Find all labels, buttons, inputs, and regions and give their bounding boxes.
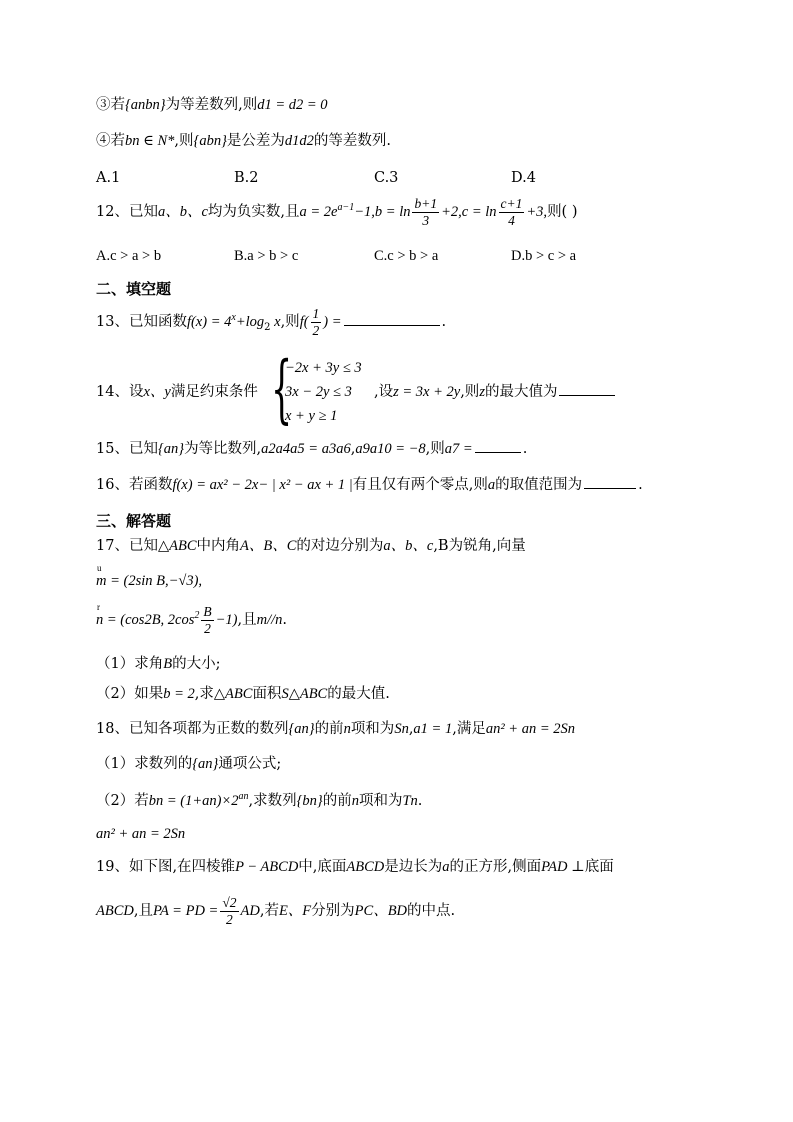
q12-c-fraction: $\frac{c+1}{4}$ (500, 196, 523, 228)
q18-part-2: （2）若bn = $(1+an)\times 2^{an}$,求数列{bn}的前n项和为Tn. (96, 791, 423, 809)
q13-half-fraction: $\frac{1}{2}$ (312, 306, 320, 338)
q12-b-fraction: $\frac{b+1}{3}$ (414, 196, 438, 228)
q18-stem: 18、已知各项都为正数的数列{an}的前n项和为Sn,a1 = 1,满足an² + an = 2Sn (96, 721, 575, 737)
q11-option-c: C.3 (374, 170, 399, 186)
answer-blank[interactable] (584, 487, 636, 489)
q17-half-b-fraction: $\frac{B}{2}$ (203, 604, 212, 636)
item-3: ③若{anbn}为等差数列,则d1 = d2 = 0 (96, 97, 328, 113)
q19-root2-fraction: $\frac{√2}{2}$ (222, 895, 237, 927)
q17-stem: 17、已知△ABC中内角A、B、C的对边分别为a、b、c,B为锐角,向量 (96, 538, 526, 554)
q18-relation: an² + an = 2Sn (96, 826, 186, 842)
q16: 16、若函数f(x) = ax² − 2x− | x² − ax + 1 |有且仅有两个零点,则a的取值范围为 . (96, 477, 643, 493)
q12-option-c: C.c > b > a (374, 248, 439, 264)
q11-option-d: D.4 (511, 170, 536, 186)
constraint-system: −2x + 3y ≤ 3 3x − 2y ≤ 3 x + y ≥ 1 (285, 360, 362, 424)
q15: 15、已知{an}为等比数列,a2a4a5 = a3a6,a9a10 = −8,则a7 = . (96, 441, 528, 457)
section-fill-in-heading: 二、填空题 (96, 280, 172, 298)
q17-part-2: （2）如果b = 2,求△ABC面积S△ABC的最大值. (96, 686, 390, 702)
q13: 13、已知函数$f(x) = 4^x+\log_2$ x,则f( $\frac{1}{2}$ ) = . (96, 306, 447, 338)
answer-blank[interactable] (559, 394, 615, 396)
q12-option-d: D.b > c > a (511, 248, 577, 264)
answer-blank[interactable] (344, 324, 440, 326)
answer-blank[interactable] (475, 451, 521, 453)
q17-part-1: （1）求角B的大小; (96, 656, 221, 672)
q11-option-a: A.1 (96, 170, 121, 186)
brace-icon: { (271, 346, 293, 432)
q12-options (96, 248, 576, 265)
section-solution-heading: 三、解答题 (96, 512, 172, 530)
q12-option-a: A.c > a > b (96, 248, 162, 264)
q17-vector-m: u m = (2sin B,−√3), (96, 563, 203, 589)
q11-options (96, 170, 536, 187)
q19-stem-line-2: ABCD,且PA = PD = $\frac{√2}{2}$ AD,若E、F分别为PC、BD的中点. (96, 895, 456, 927)
q17-vector-n: r n = (cos2B, $2\cos^2$ $\frac{B}{2}$ −1),且m//n. (96, 602, 288, 636)
q12-option-b: B.a > b > c (234, 248, 299, 264)
item-4: ④若bn ∈ N*,则{abn}是公差为d1d2的等差数列. (96, 133, 391, 149)
q19-stem-line-1: 19、如下图,在四棱锥P − ABCD中,底面ABCD是边长为a的正方形,侧面PAD ⊥底面 (96, 859, 614, 875)
q12-stem: 12、已知a、b、c均为负实数,且$a = 2e^{a-1}-1,b = \ln$ $\frac{b+1}{3}$ +2,c = ln $\frac{c+1}{4}$ +3,则( ) (96, 196, 578, 228)
q18-part-1: （1）求数列的{an}通项公式; (96, 756, 282, 772)
q11-option-b: B.2 (234, 170, 259, 186)
